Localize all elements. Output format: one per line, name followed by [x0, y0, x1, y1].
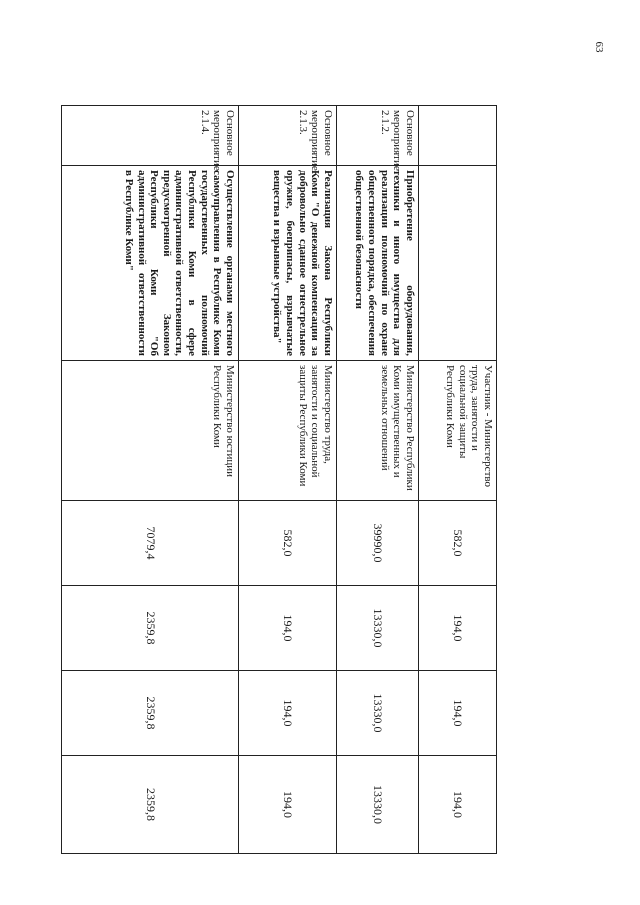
row-responsible: Министерство труда, занятости и социальной защиты Республики Коми — [239, 361, 337, 501]
budget-table — [61, 105, 497, 854]
row-responsible: Участник - Министерство труда, занятости и социальной защиты Республики Коми — [419, 361, 497, 501]
table-row — [337, 106, 419, 854]
row-total: 582,0 — [239, 501, 337, 586]
row-year-1: 2359,8 — [62, 586, 239, 671]
table-rotated — [62, 105, 497, 853]
row-name: Осуществление органами местного самоуправления в Республике Коми государственных полномочий Республики Коми в сфере административной ответственности, предусмотренной Законом Республики Коми "Об административной ответственности в Республике Коми" — [62, 166, 239, 361]
row-name: Приобретение оборудования, техники и иного имущества для реализации полномочий по охране общественного порядка, обеспечения общественной безопасности — [337, 166, 419, 361]
row-year-3: 194,0 — [239, 756, 337, 854]
row-code: Основное мероприятие 2.1.2. — [337, 106, 419, 166]
row-year-1: 13330,0 — [337, 586, 419, 671]
row-code — [419, 106, 497, 166]
row-year-2: 194,0 — [419, 671, 497, 756]
row-code: Основное мероприятие 2.1.3. — [239, 106, 337, 166]
row-name: Реализация Закона Республики Коми "О денежной компенсации за добровольно сданное огнестрельное оружие, боеприпасы, взрывчатые вещества и взрывные устройства" — [239, 166, 337, 361]
table-row — [419, 106, 497, 854]
row-year-2: 2359,8 — [62, 671, 239, 756]
row-year-1: 194,0 — [239, 586, 337, 671]
row-year-3: 13330,0 — [337, 756, 419, 854]
table-row — [239, 106, 337, 854]
row-responsible: Министерство Республики Коми имущественных и земельных отношений — [337, 361, 419, 501]
row-total: 582,0 — [419, 501, 497, 586]
row-name — [419, 166, 497, 361]
row-responsible: Министерство юстиции Республики Коми — [62, 361, 239, 501]
row-year-3: 194,0 — [419, 756, 497, 854]
row-year-1: 194,0 — [419, 586, 497, 671]
rotated-table-sheet — [62, 105, 497, 853]
row-year-2: 13330,0 — [337, 671, 419, 756]
row-year-2: 194,0 — [239, 671, 337, 756]
row-total: 39990,0 — [337, 501, 419, 586]
page-number: 63 — [593, 41, 605, 53]
row-total: 7079,4 — [62, 501, 239, 586]
row-code: Основное мероприятие 2.1.4. — [62, 106, 239, 166]
row-year-3: 2359,8 — [62, 756, 239, 854]
table-row — [62, 106, 239, 854]
